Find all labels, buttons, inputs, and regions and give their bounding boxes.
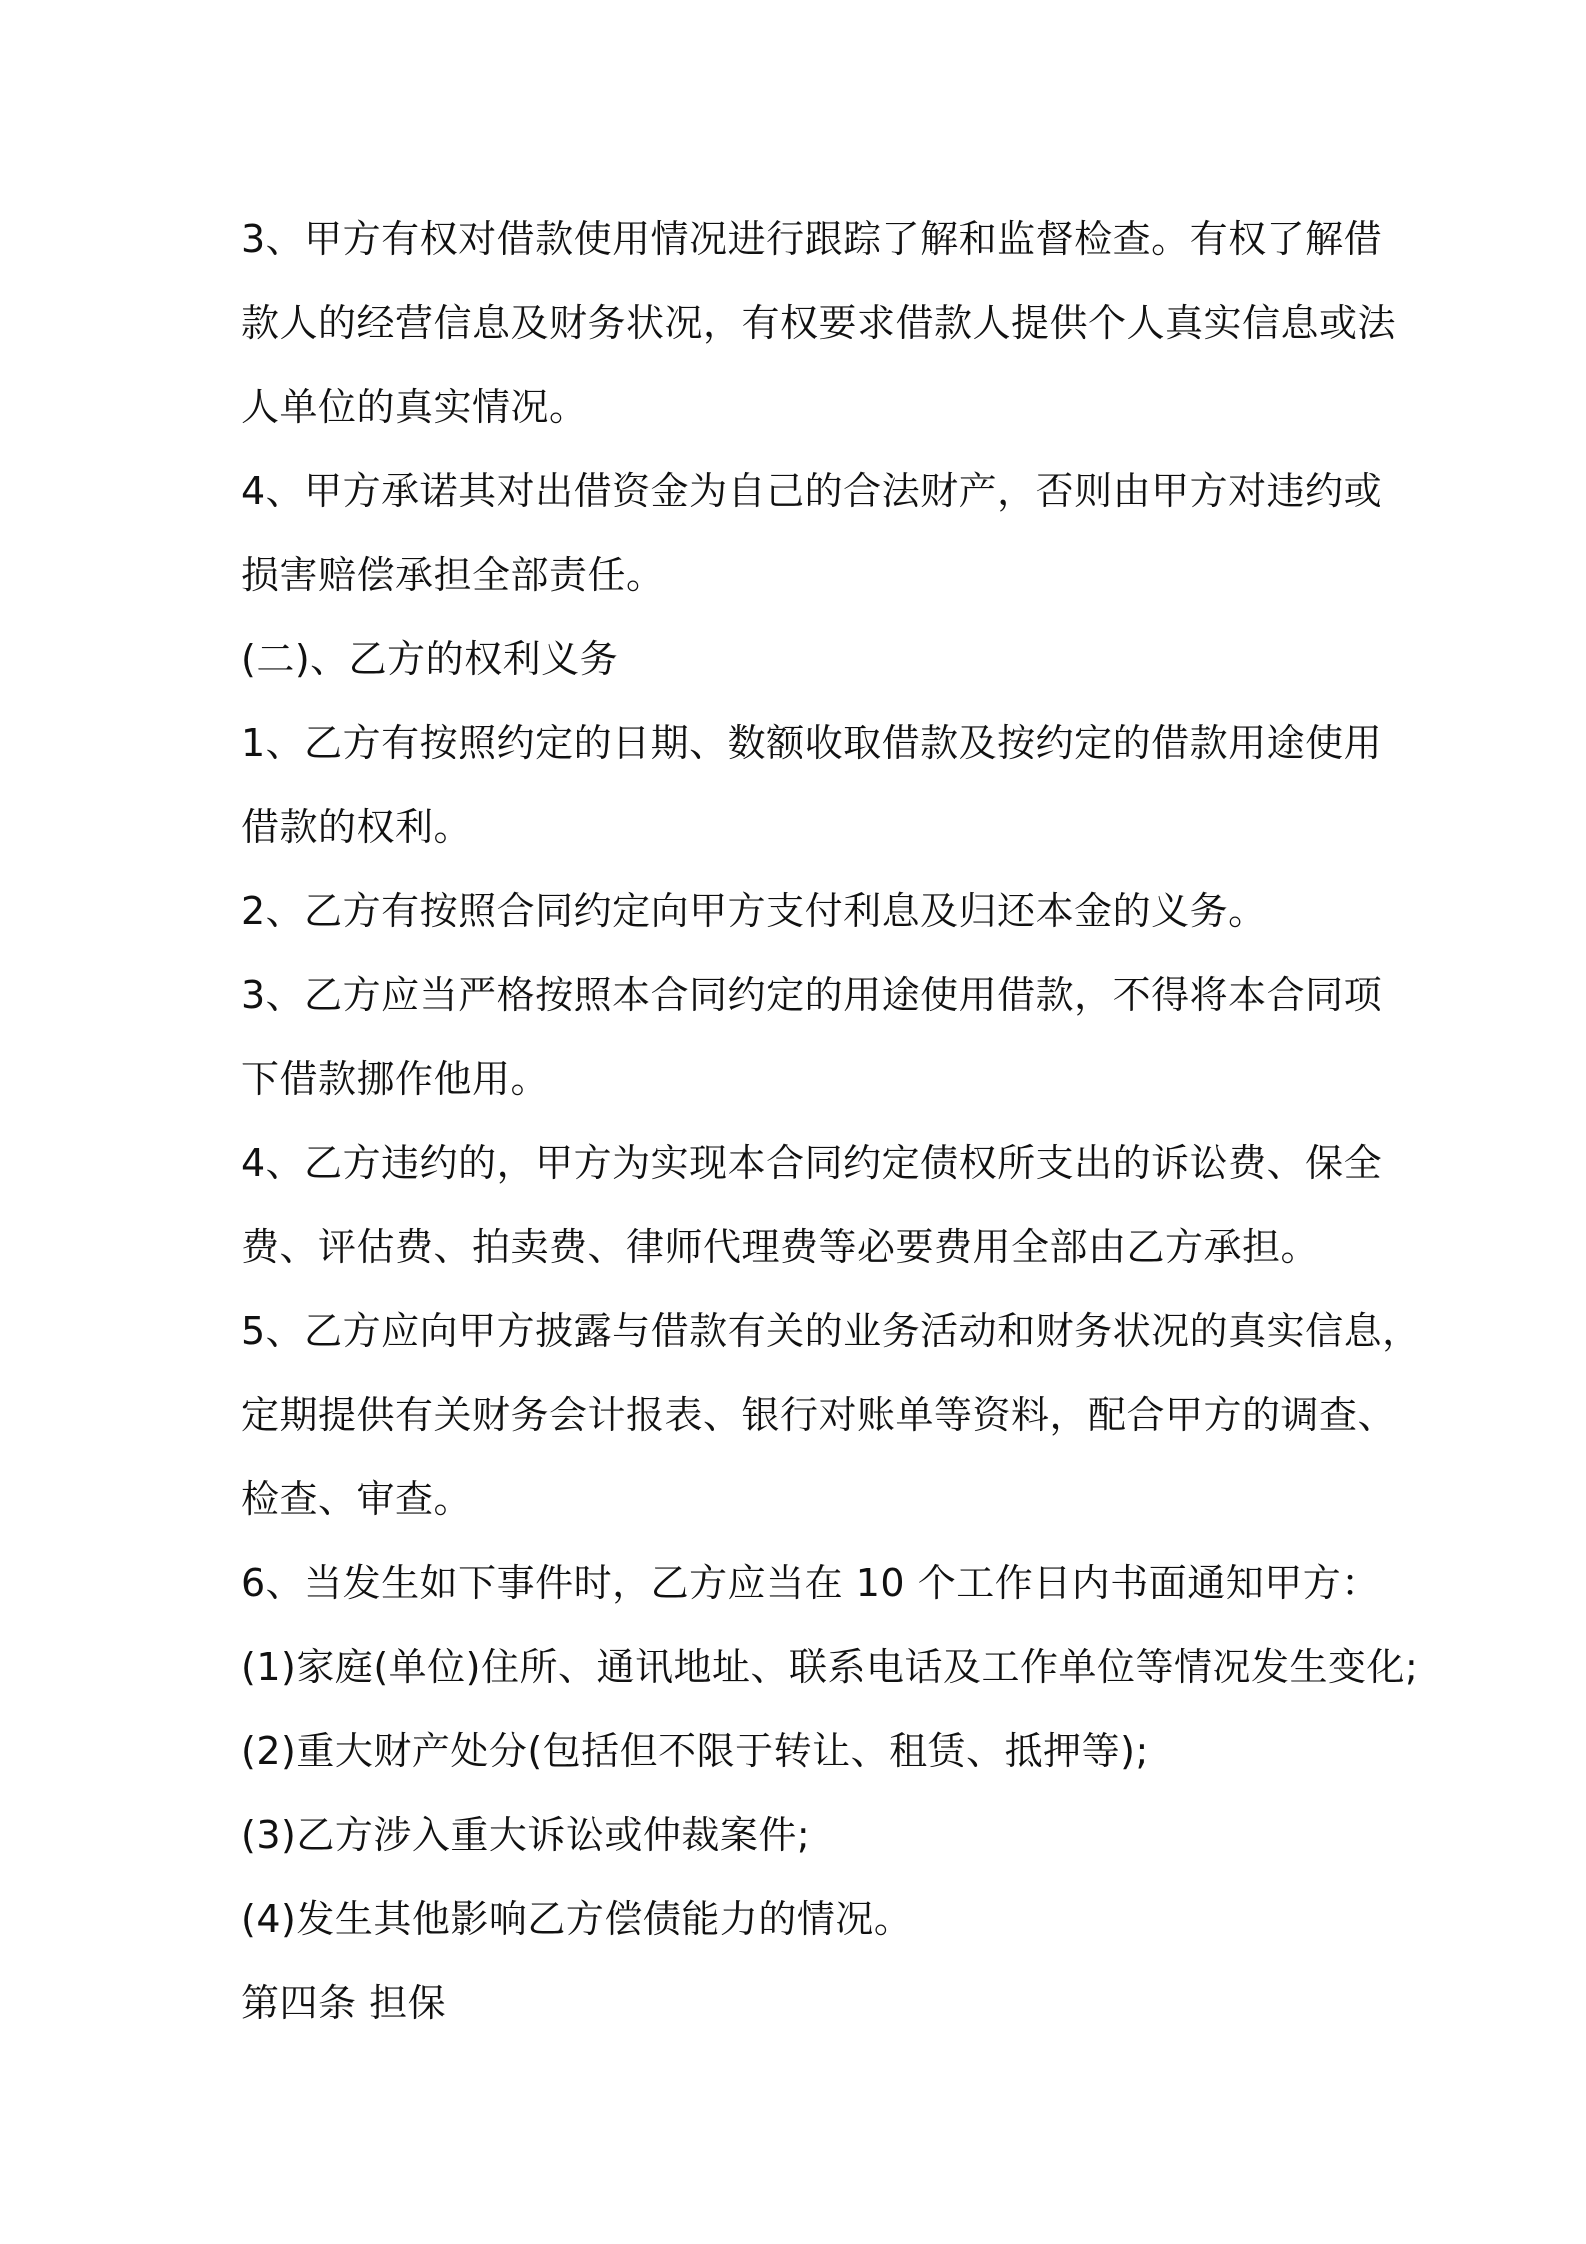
list-item: (3)乙方涉入重大诉讼或仲裁案件;: [241, 1813, 811, 1857]
text-line: 4、甲方承诺其对出借资金为自己的合法财产，否则由甲方对违约或: [241, 469, 1383, 513]
text-line: 3、乙方应当严格按照本合同约定的用途使用借款，不得将本合同项: [241, 973, 1383, 1017]
text-line: 6、当发生如下事件时，乙方应当在 10 个工作日内书面通知甲方：: [241, 1561, 1380, 1605]
text-line: 下借款挪作他用。: [241, 1057, 550, 1101]
text-line: 3、甲方有权对借款使用情况进行跟踪了解和监督检查。有权了解借: [241, 217, 1383, 261]
text-line: 损害赔偿承担全部责任。: [241, 553, 665, 597]
list-item: (1)家庭(单位)住所、通讯地址、联系电话及工作单位等情况发生变化;: [241, 1645, 1419, 1689]
text-line: 定期提供有关财务会计报表、银行对账单等资料，配合甲方的调查、: [241, 1393, 1397, 1437]
document-body: [241, 197, 1421, 2045]
list-item: (2)重大财产处分(包括但不限于转让、租赁、抵押等);: [241, 1729, 1149, 1773]
article-heading: 第四条 担保: [241, 1981, 447, 2025]
text-line: 款人的经营信息及财务状况，有权要求借款人提供个人真实信息或法: [241, 301, 1397, 345]
section-heading: (二)、乙方的权利义务: [241, 637, 619, 681]
text-line: 5、乙方应向甲方披露与借款有关的业务活动和财务状况的真实信息，: [241, 1309, 1421, 1353]
text-line: 1、乙方有按照约定的日期、数额收取借款及按约定的借款用途使用: [241, 721, 1383, 765]
list-item: (4)发生其他影响乙方偿债能力的情况。: [241, 1897, 913, 1941]
text-line: 人单位的真实情况。: [241, 385, 588, 429]
text-line: 4、乙方违约的，甲方为实现本合同约定债权所支出的诉讼费、保全: [241, 1141, 1383, 1185]
text-line: 检查、审查。: [241, 1477, 473, 1521]
text-line: 2、乙方有按照合同约定向甲方支付利息及归还本金的义务。: [241, 889, 1267, 933]
text-line: 借款的权利。: [241, 805, 473, 849]
text-line: 费、评估费、拍卖费、律师代理费等必要费用全部由乙方承担。: [241, 1225, 1320, 1269]
